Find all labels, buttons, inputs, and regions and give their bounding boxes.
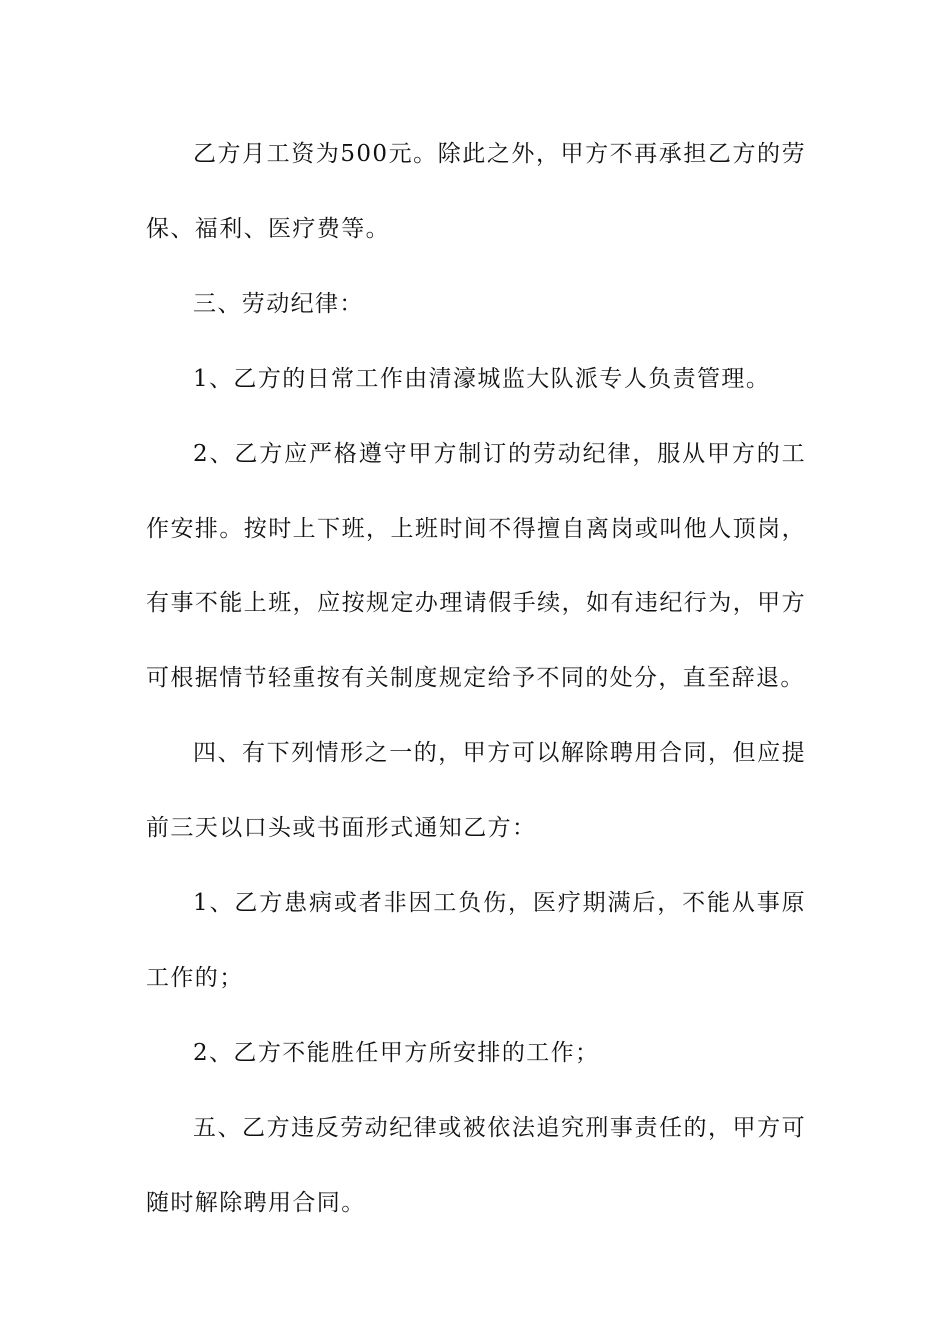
paragraph-daily-management: 1、乙方的日常工作由清濠城监大队派专人负责管理。 — [193, 365, 771, 392]
heading-labor-discipline: 三、劳动纪律： — [193, 290, 364, 317]
paragraph-discipline-rules: 2、乙方应严格遵守甲方制订的劳动纪律，服从甲方的工作安排。按时上下班，上班时间不得擅自离岗或叫他人顶岗，有事不能上班，应按规定办理请假手续，如有违纪行为，甲方可根据情节轻重按有关制度规定给予不同的处分，直至辞退。 — [146, 440, 806, 692]
paragraph-salary: 乙方月工资为500元。除此之外，甲方不再承担乙方的劳保、福利、医疗费等。 — [146, 141, 806, 242]
paragraph-immediate-termination: 五、乙方违反劳动纪律或被依法追究刑事责任的，甲方可随时解除聘用合同。 — [146, 1114, 806, 1216]
paragraph-incompetence-clause: 2、乙方不能胜任甲方所安排的工作； — [193, 1039, 600, 1066]
paragraph-illness-clause: 1、乙方患病或者非因工负伤，医疗期满后，不能从事原工作的； — [146, 890, 806, 991]
document-body — [146, 117, 806, 1241]
paragraph-termination-conditions: 四、有下列情形之一的，甲方可以解除聘用合同，但应提前三天以口头或书面形式通知乙方： — [146, 740, 806, 842]
